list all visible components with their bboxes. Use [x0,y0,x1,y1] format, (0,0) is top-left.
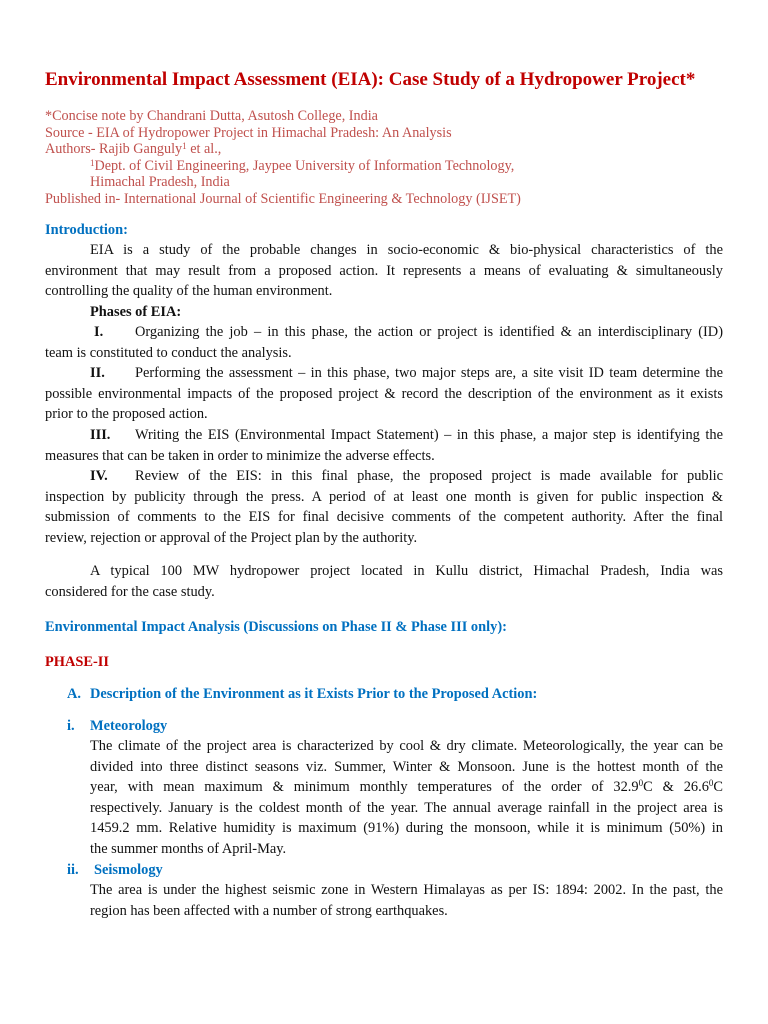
section-a-letter: A. [67,686,81,702]
text-line: Organizing the job – in this phase, the action or project is identified & an interdisciplinary (ID) [135,324,723,340]
text-line: measures that can be taken in order to minimize the adverse effects. [45,447,435,464]
text-line: Writing the EIS (Environmental Impact Statement) – in this phase, a major step is identifying the [135,427,723,443]
text-line: considered for the case study. [45,583,215,600]
text-line: EIA is a study of the probable changes in socio-economic & bio-physical characteristics of the [90,242,723,258]
meteorology-heading: Meteorology [90,718,168,734]
text-line: submission of comments to the EIS for final decisive comments of the competent authority. After the final [45,509,723,525]
document-meta [45,108,521,207]
affiliation-line-2: Himachal Pradesh, India [90,174,230,190]
seismology-number: ii. [67,862,79,878]
phase-number: III. [90,427,111,443]
introduction-paragraph [45,240,723,302]
seismology-heading: Seismology [94,862,163,878]
text-line: inspection by publicity through the press. A period of at least one month is given for public inspection & [45,488,723,505]
text-line: team is constituted to conduct the analysis. [45,344,292,361]
published-line: Published in- International Journal of Scientific Engineering & Technology (IJSET) [45,190,521,207]
affiliation-line-1: $^1$Dept. of Civil Engineering, Jaypee University of Information Technology, [90,157,515,174]
text-line: region has been affected with a number of strong earthquakes. [90,902,448,919]
phase-number: IV. [90,468,108,484]
text-line: The climate of the project area is characterized by cool & dry climate. Meteorologically, the year can be [90,738,723,754]
meteorology-number: i. [67,718,75,734]
text-line: review, rejection or approval of the Project plan by the authority. [45,529,418,546]
text-line: possible environmental impacts of the proposed project & record the description of the environment as it exists [45,385,723,402]
phase-number: I. [94,324,104,340]
phase-ii-heading: PHASE-II [45,654,109,670]
phase-item [45,425,723,466]
text-line: A typical 100 MW hydropower project located in Kullu district, Himachal Pradesh, India was [90,563,723,579]
text-line: year, with mean maximum & minimum monthly temperatures of the order of 32.9$^0$C & 26.6$^0$C [90,778,724,795]
phase-item [45,363,723,425]
analysis-heading: Environmental Impact Analysis (Discussions on Phase II & Phase III only): [45,619,507,635]
authors-line: Authors- Rajib Ganguly$^1$ et al., [45,141,222,157]
text-line: Review of the EIS: in this final phase, the proposed project is made available for public [135,468,723,484]
text-line: environment that may result from a proposed action. It represents a means of evaluating & simultaneously [45,262,723,279]
case-study-paragraph [45,561,723,602]
text-line: the summer months of April-May. [90,840,287,857]
text-line: divided into three distinct seasons viz. Summer, Winter & Monsoon. June is the hottest month of the [90,758,723,775]
document-title: Environmental Impact Assessment (EIA): Case Study of a Hydropower Project* [45,69,696,90]
section-a-heading: Description of the Environment as it Exists Prior to the Proposed Action: [90,686,538,702]
meteorology-paragraph [90,736,723,859]
text-line: 1459.2 mm. Relative humidity is maximum (91%) during the monsoon, while it is minimum (50%) in [90,820,723,836]
text-line: controlling the quality of the human environment. [45,283,333,299]
phase-item [45,466,723,548]
seismology-paragraph [90,880,723,921]
text-line: The area is under the highest seismic zone in Western Himalayas as per IS: 1894: 2002. In the past, the [90,882,723,898]
concise-note: *Concise note by Chandrani Dutta, Asutosh College, India [45,108,378,124]
source-line: Source - EIA of Hydropower Project in Himachal Pradesh: An Analysis [45,124,452,141]
phase-item [45,322,723,363]
text-line: prior to the proposed action. [45,406,208,422]
phases-heading: Phases of EIA: [90,304,182,320]
text-line: respectively. January is the coldest month of the year. The annual average rainfall in the project area is [90,799,723,816]
text-line: Performing the assessment – in this phase, two major steps are, a site visit ID team determine the [135,365,723,381]
introduction-heading: Introduction: [45,222,128,238]
phase-number: II. [90,365,105,381]
